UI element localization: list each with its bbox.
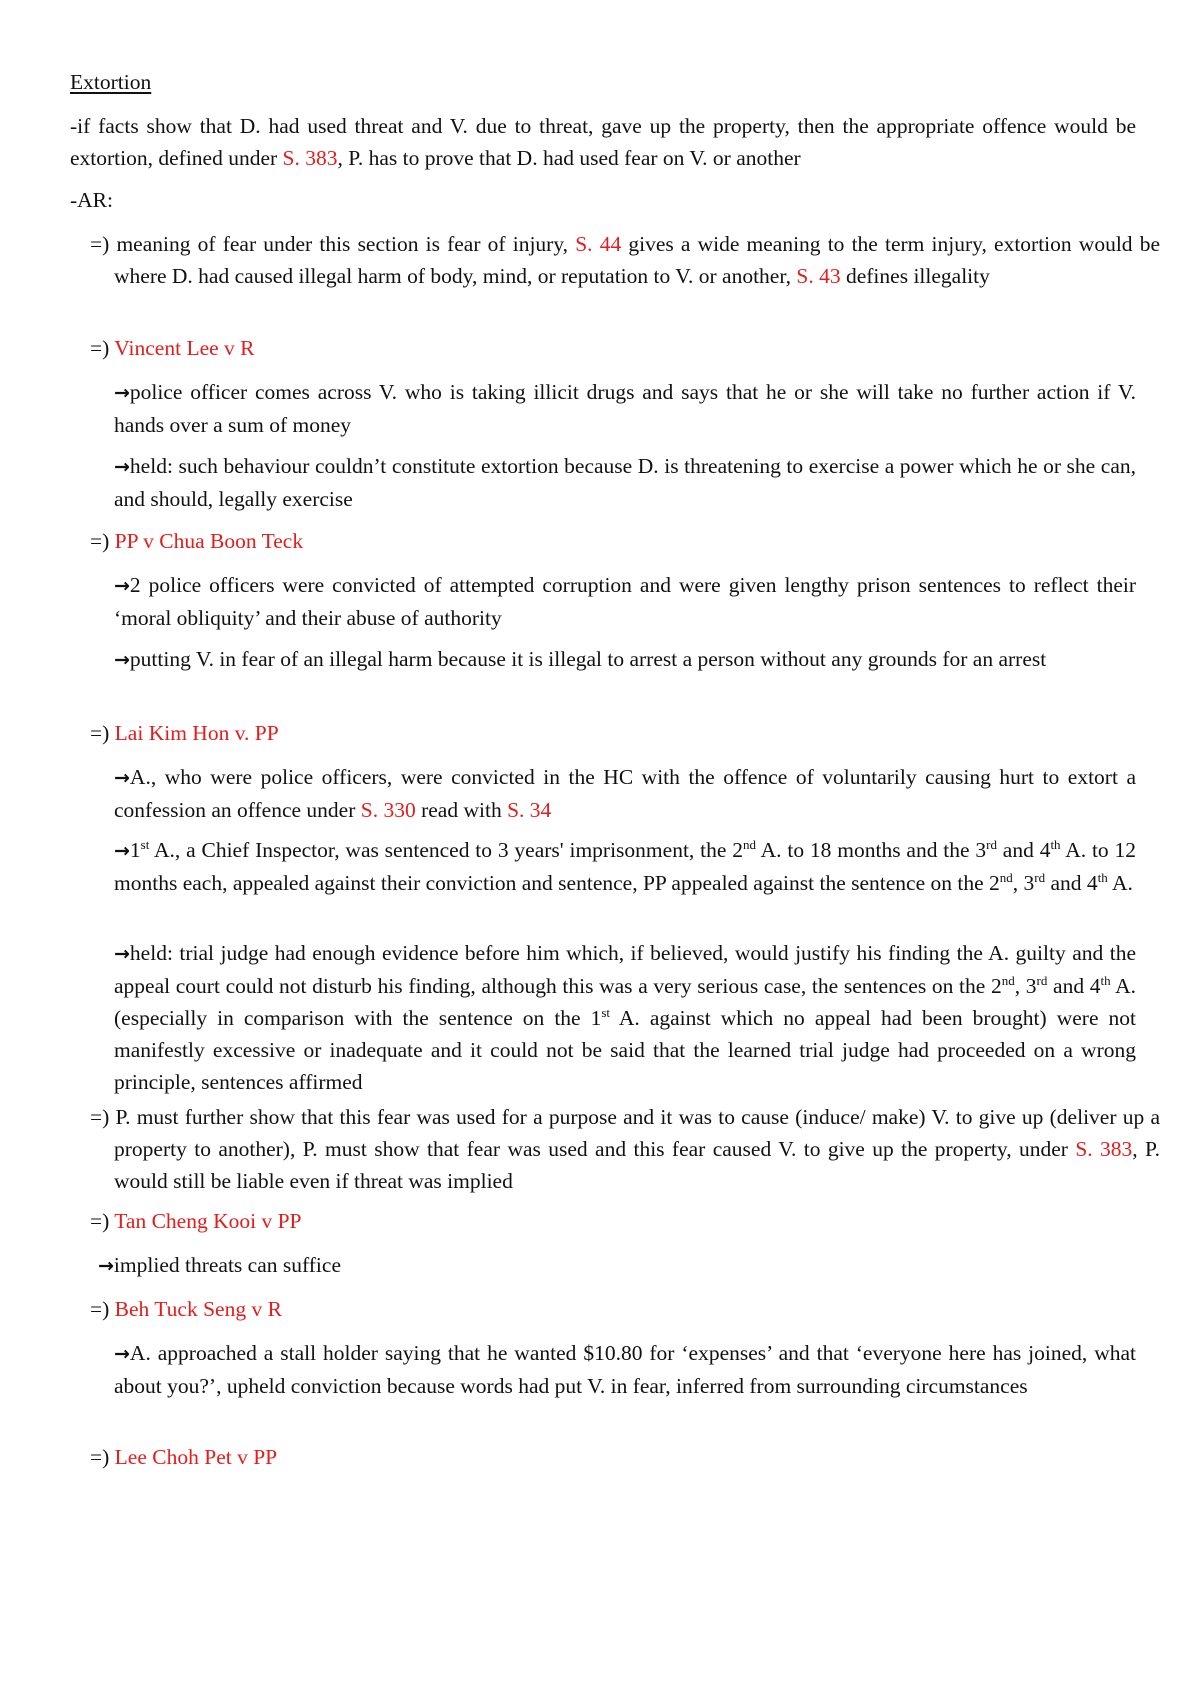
- implies-marker: =): [90, 1445, 110, 1469]
- case-point: [114, 834, 1136, 899]
- implies-marker: =): [90, 232, 110, 256]
- ordinal-number: 3: [975, 838, 987, 862]
- ordinal-number: 3: [1023, 871, 1035, 895]
- case-name: Lai Kim Hon v. PP: [114, 721, 279, 745]
- case-heading-beh-tuck-seng: [90, 1293, 282, 1325]
- arrow-icon: →: [114, 840, 130, 862]
- case-name: Lee Choh Pet v PP: [114, 1445, 278, 1469]
- fear-meaning-paragraph: [90, 228, 1160, 292]
- ordinal-number: 2: [732, 838, 743, 862]
- arrow-icon: →: [114, 649, 130, 671]
- case-point: [114, 1337, 1136, 1402]
- ordinal-suffix: nd: [999, 869, 1013, 885]
- case-point-text: police officer comes across V. who is taking illicit drugs and says that he or she will take no further action if V. hands over a sum of money: [114, 380, 1136, 437]
- case-point-text: A. against which no appeal had been brought) were not manifestly excessive or inadequate and it could not be said that the learned trial judge had proceeded on a wrong principle, sentences affirmed: [114, 1006, 1136, 1094]
- arrow-icon: →: [114, 767, 130, 789]
- implies-marker: =): [90, 721, 110, 745]
- arrow-icon: →: [114, 456, 130, 478]
- ordinal-suffix: rd: [986, 836, 997, 852]
- statute-ref: S. 43: [796, 264, 841, 288]
- ordinal-suffix: st: [140, 836, 150, 852]
- case-point-text: held: trial judge had enough evidence before him which, if believed, would justify his finding the A. guilty and the appeal court could not disturb his finding, although this was a very serious case, the sentences on the: [114, 941, 1136, 998]
- case-point-text: and: [996, 838, 1040, 862]
- statute-ref: S. 383: [1075, 1137, 1133, 1161]
- ordinal-number: 4: [1086, 871, 1098, 895]
- fear-text-3: defines illegality: [840, 264, 990, 288]
- statute-ref: S. 383: [282, 146, 338, 170]
- intro-text: -if facts show that D. had used threat and V. due to threat, gave up the property, then the appropriate offence would be extortion, defined under: [70, 114, 1136, 170]
- document-title: [70, 66, 151, 98]
- case-point-text: implied threats can suffice: [113, 1253, 341, 1277]
- fear-text-2: gives a wide meaning to the term injury, extortion would be where D. had caused illegal harm of body, mind, or reputation to V. or another,: [114, 232, 1160, 288]
- ordinal-number: 1: [590, 1006, 602, 1030]
- case-name: Beh Tuck Seng v R: [114, 1297, 282, 1321]
- statute-ref: S. 34: [507, 798, 552, 822]
- implies-marker: =): [90, 1297, 110, 1321]
- case-heading-lai-kim-hon: [90, 717, 279, 749]
- case-name: Tan Cheng Kooi v PP: [114, 1209, 302, 1233]
- ordinal-suffix: nd: [1001, 972, 1015, 988]
- ordinal-suffix: nd: [742, 836, 756, 852]
- title-text: Extortion: [70, 70, 152, 94]
- case-point-text: ,: [1012, 871, 1024, 895]
- intro-paragraph: [70, 110, 1136, 174]
- case-heading-tan-cheng-kooi: [90, 1205, 302, 1237]
- ar-label-text: -AR:: [70, 188, 113, 212]
- case-point-text: held: such behaviour couldn’t constitute extortion because D. is threatening to exercise a power which he or she can, and should, legally exercise: [114, 454, 1136, 511]
- purpose-text-2: , P. would still be liable even if threat was implied: [114, 1137, 1160, 1193]
- case-point-text: ,: [1014, 974, 1026, 998]
- ordinal-number: 2: [990, 974, 1002, 998]
- case-heading-chua-boon-teck: [90, 525, 303, 557]
- purpose-paragraph: [90, 1101, 1160, 1197]
- implies-marker: =): [90, 336, 110, 360]
- statute-ref: S. 44: [575, 232, 622, 256]
- case-point-text: A. to 12 months each, appealed against their conviction and sentence, PP appealed against the sentence on the: [114, 838, 1136, 895]
- case-point-text: A. to 18 months and the: [755, 838, 976, 862]
- case-point-text: 2 police officers were convicted of attempted corruption and were given lengthy prison sentences to reflect their ‘moral obliquity’ and their abuse of authority: [114, 573, 1136, 630]
- case-point: [114, 643, 1136, 676]
- case-point: [114, 450, 1136, 515]
- arrow-icon: →: [114, 1343, 130, 1365]
- case-point-text: A. (especially in comparison with the sentence on the: [114, 974, 1136, 1030]
- ordinal-number: 4: [1039, 838, 1051, 862]
- case-point-text: and: [1047, 974, 1090, 998]
- case-point: [114, 761, 1136, 826]
- ordinal-number: 4: [1089, 974, 1101, 998]
- arrow-icon: →: [98, 1255, 114, 1277]
- case-name: Vincent Lee v R: [114, 336, 255, 360]
- case-heading-vincent-lee: [90, 332, 255, 364]
- case-point-text: A., a Chief Inspector, was sentenced to 3 years' imprisonment, the: [149, 838, 733, 862]
- fear-text-1: meaning of fear under this section is fear of injury,: [116, 232, 576, 256]
- statute-ref: S. 330: [360, 798, 416, 822]
- case-point: [114, 569, 1136, 634]
- case-name: PP v Chua Boon Teck: [114, 529, 304, 553]
- arrow-icon: →: [114, 943, 130, 965]
- arrow-icon: →: [114, 575, 130, 597]
- purpose-text-1: P. must further show that this fear was used for a purpose and it was to cause (induce/ make) V. to give up (deliver up a property to another), P. must show that fear was used and this fear caused V. to give up the property, under: [114, 1105, 1160, 1161]
- ordinal-number: 1: [129, 838, 141, 862]
- ordinal-number: 2: [989, 871, 1000, 895]
- case-point: [114, 376, 1136, 441]
- implies-marker: =): [90, 529, 110, 553]
- case-heading-lee-choh-pet: [90, 1441, 277, 1473]
- ordinal-suffix: th: [1097, 869, 1108, 885]
- implies-marker: =): [90, 1105, 110, 1129]
- arrow-icon: →: [114, 382, 130, 404]
- case-point: [98, 1249, 1136, 1282]
- case-point-text: read with: [415, 798, 508, 822]
- case-point-text: A. approached a stall holder saying that he wanted $10.80 for ‘expenses’ and that ‘everyone here has joined, what about you?’, upheld conviction because words had put V. in fear, inferred from surrounding circumstances: [114, 1341, 1136, 1398]
- case-point-text: A., who were police officers, were convicted in the HC with the offence of voluntarily causing hurt to extort a confession an offence under: [114, 765, 1136, 822]
- ordinal-suffix: th: [1050, 836, 1061, 852]
- ordinal-number: 3: [1025, 974, 1037, 998]
- ordinal-suffix: st: [601, 1004, 611, 1020]
- intro-text-2: , P. has to prove that D. had used fear on V. or another: [337, 146, 801, 170]
- ordinal-suffix: rd: [1034, 869, 1046, 885]
- case-point-text: putting V. in fear of an illegal harm because it is illegal to arrest a person without any grounds for an arrest: [129, 647, 1047, 671]
- case-point: [114, 937, 1136, 1098]
- case-point-text: A.: [1107, 871, 1133, 895]
- ordinal-suffix: rd: [1036, 972, 1048, 988]
- ordinal-suffix: th: [1100, 972, 1111, 988]
- implies-marker: =): [90, 1209, 110, 1233]
- case-point-text: and: [1045, 871, 1087, 895]
- ar-label: [70, 184, 113, 216]
